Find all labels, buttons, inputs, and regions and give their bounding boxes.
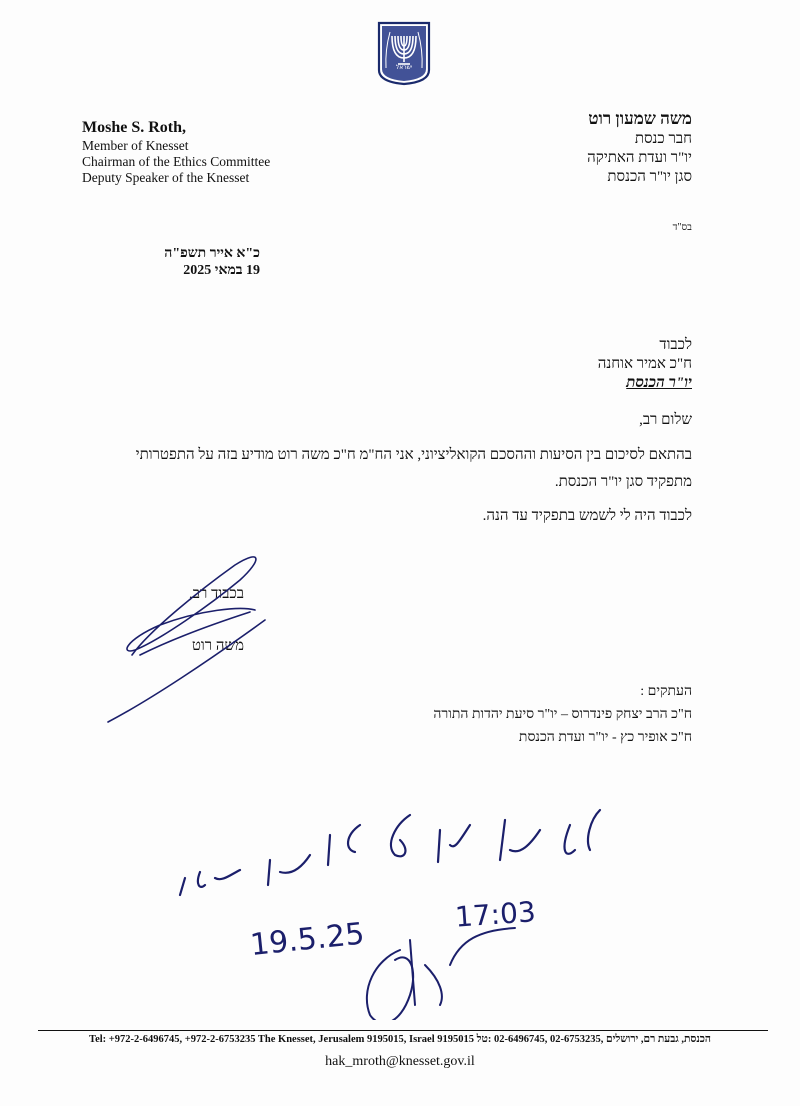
besd-mark: בס"ד <box>672 222 692 233</box>
handwritten-note <box>0 790 800 1020</box>
closing: בכבוד רב, <box>189 586 244 602</box>
footer-address: Tel: +972-2-6496745, +972-2-6753235 The Knesset, Jerusalem 9195015, Israel 9195015 הכנסת, גבעת רם, ירושלים ,02-6753235 ,02-6496745 :טל <box>89 1034 711 1045</box>
sender-title-he: סגן יו"ר הכנסת <box>607 169 692 185</box>
body-paragraph: לכבוד היה לי לשמש בתפקיד עד הנה. <box>482 508 692 524</box>
footer-email[interactable]: hak_mroth@knesset.gov.il <box>325 1054 475 1069</box>
sender-title-en: Member of Knesset <box>82 138 189 153</box>
recipient-salutation: לכבוד <box>659 337 692 353</box>
note-date: 19.5.25 <box>248 916 367 964</box>
emblem-caption: ישראל <box>395 64 413 71</box>
handwritten-note-scribble <box>0 790 800 1020</box>
greeting: שלום רב, <box>639 412 692 428</box>
sender-name-he: משה שמעון רוט <box>588 109 692 128</box>
cc-label: העתקים : <box>640 684 692 699</box>
hebrew-date: כ"א אייר תשפ"ה <box>164 246 260 261</box>
cc-item: ח"כ הרב יצחק פינדרוס – יו"ר סיעת יהדות התורה <box>433 707 692 722</box>
note-time: 17:03 <box>453 895 537 934</box>
recipient-name: ח"כ אמיר אוחנה <box>597 356 692 372</box>
signer-name: משה רוט <box>191 638 244 654</box>
sender-title-en: Deputy Speaker of the Knesset <box>82 170 250 185</box>
body-paragraph: בהתאם לסיכום בין הסיעות וההסכם הקואליציוני, אני הח"מ ח"כ משה רוט מודיע בזה על התפטרותי מתפקיד סגן יו"ר הכנסת. <box>135 447 692 490</box>
sender-title-he: יו"ר ועדת האתיקה <box>587 150 692 166</box>
gregorian-date: 19 במאי 2025 <box>183 263 260 278</box>
cc-item: ח"כ אופיר כץ - יו"ר ועדת הכנסת <box>518 730 692 745</box>
sender-title-en: Chairman of the Ethics Committee <box>82 154 271 169</box>
footer-divider <box>38 1030 768 1031</box>
recipient-title: יו"ר הכנסת <box>626 375 692 391</box>
sender-title-he: חבר כנסת <box>634 131 692 147</box>
sender-name-en: Moshe S. Roth, <box>82 119 187 136</box>
